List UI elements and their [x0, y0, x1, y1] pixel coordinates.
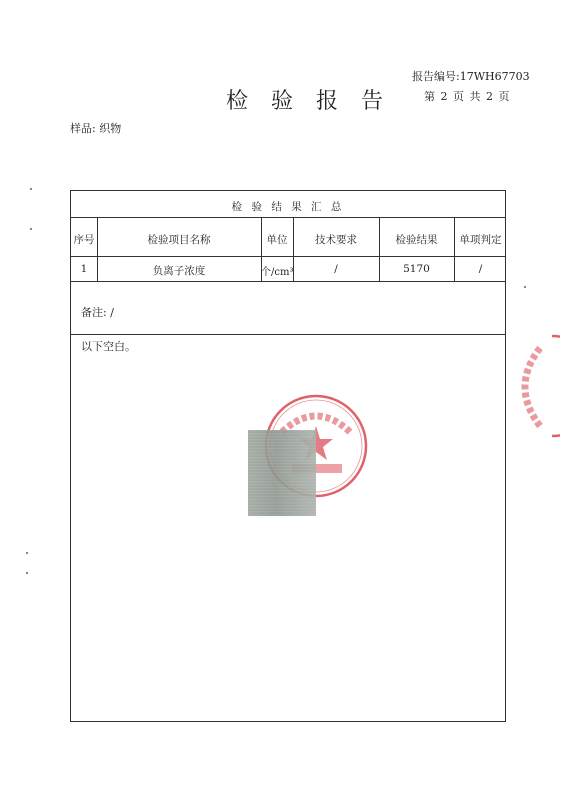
table-cell: / [478, 263, 483, 275]
page-title: 检 验 报 告 [226, 89, 391, 114]
scan-mark [30, 188, 32, 190]
divider [71, 217, 505, 218]
column-header: 检验结果 [395, 234, 438, 246]
page-indicator: 第 2 页 共 2 页 [424, 90, 511, 103]
blank-note: 以下空白。 [81, 340, 136, 353]
table-cell: / [334, 263, 338, 275]
divider [71, 281, 505, 282]
report-number: 报告编号:17WH67703 [412, 70, 530, 83]
summary-title: 检 验 结 果 汇 总 [231, 201, 345, 213]
column-header: 序号 [73, 234, 95, 246]
scan-mark [30, 228, 32, 230]
divider [71, 256, 505, 257]
remarks: 备注: / [81, 306, 114, 319]
table-cell: 负离子浓度 [152, 265, 206, 277]
column-header: 检验项目名称 [147, 234, 211, 246]
column-header: 单位 [266, 234, 288, 246]
table-cell: 1 [80, 263, 88, 275]
scan-mark [26, 572, 28, 574]
table-cell: 个/cm³ [261, 267, 294, 278]
scan-mark [524, 286, 526, 288]
column-header: 技术要求 [315, 234, 357, 246]
table-cell: 5170 [403, 263, 430, 275]
scan-mark [26, 552, 28, 554]
sample-label: 样品: 织物 [70, 122, 122, 135]
divider [71, 334, 505, 335]
redacted-image-overlay [248, 430, 316, 516]
column-header: 单项判定 [459, 234, 502, 246]
red-edge-stamp [500, 332, 560, 442]
